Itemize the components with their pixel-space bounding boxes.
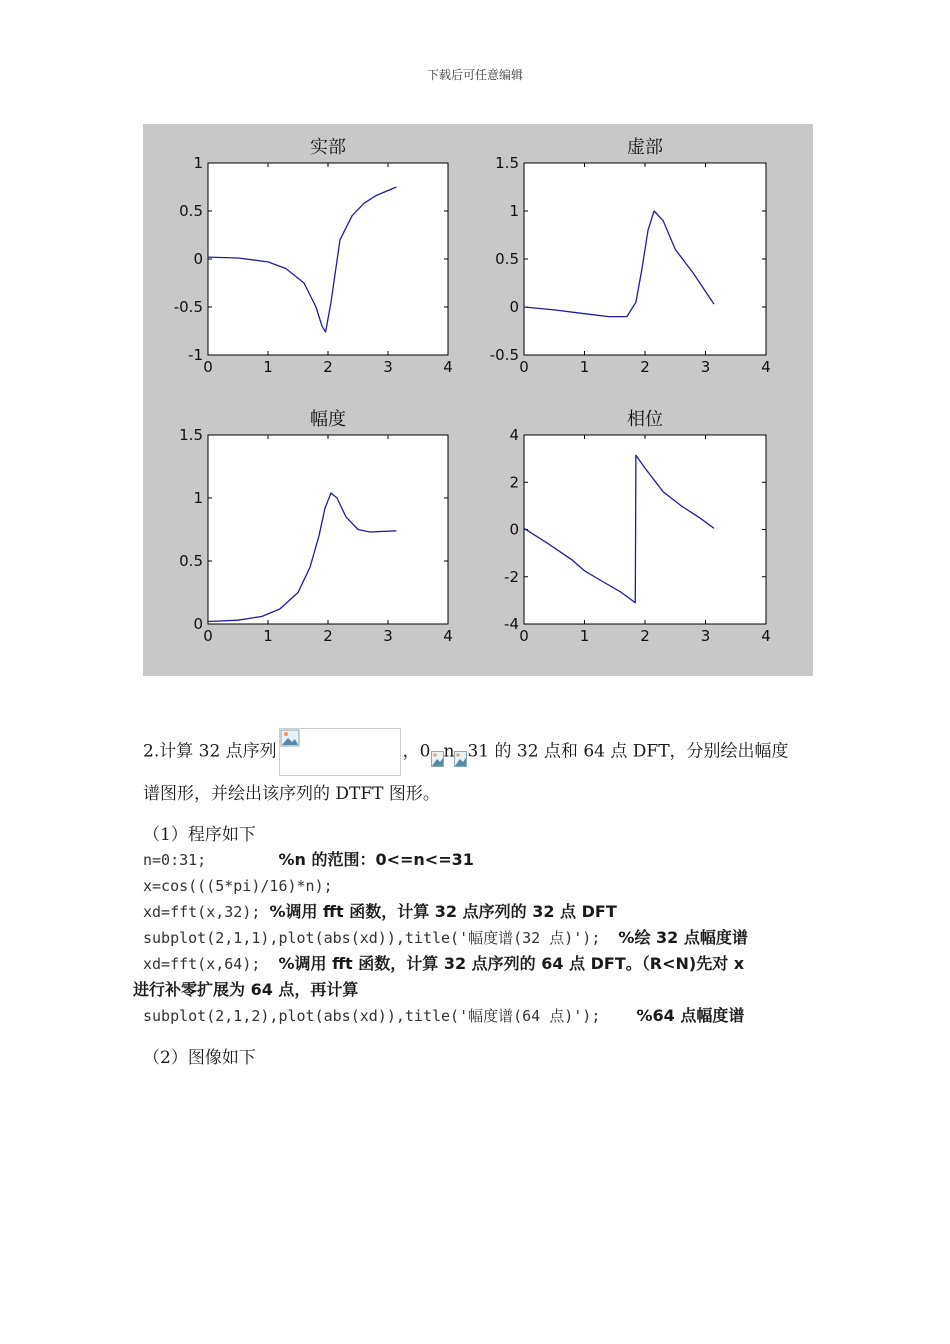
x-tick-label: 2	[640, 627, 650, 645]
y-tick-label: -0.5	[173, 298, 203, 316]
intro-text-a: 2.计算 32 点序列	[143, 741, 277, 762]
subplot	[179, 409, 453, 645]
x-tick-label: 4	[443, 627, 453, 645]
x-tick-label: 2	[640, 358, 650, 376]
leq-image-1	[431, 744, 444, 760]
y-tick-label: 1.5	[179, 426, 203, 444]
x-tick-label: 1	[263, 627, 273, 645]
code-line: 进行补零扩展为 64 点，再计算	[133, 980, 359, 999]
y-tick-label: 2	[509, 473, 519, 492]
page-header: 下载后可任意编辑	[426, 68, 523, 82]
y-tick-label: 0	[509, 298, 519, 316]
x-tick-label: 1	[579, 358, 590, 376]
subplot	[174, 137, 453, 376]
y-tick-label: 0.5	[495, 250, 519, 268]
x-tick-label: 0	[519, 358, 529, 376]
subplot-title: 幅度	[310, 409, 346, 430]
step-1-heading: （1）程序如下	[143, 825, 256, 845]
y-tick-label: -0.5	[489, 346, 519, 364]
x-tick-label: 0	[519, 627, 529, 645]
intro-text-d: 31 的 32 点和 64 点 DFT，分别绘出幅度	[467, 741, 789, 762]
code-line: xd=fft(x,64); %调用 fft 函数，计算 32 点序列的 64 点 DFT。（R<N)先对 x	[143, 954, 745, 973]
y-tick-label: -1	[188, 346, 203, 364]
y-tick-label: 1	[193, 154, 203, 172]
code-line: xd=fft(x,32); %调用 fft 函数，计算 32 点序列的 32 点 DFT	[143, 902, 617, 921]
intro-text-c: n	[443, 741, 455, 762]
y-tick-label: 0	[193, 615, 203, 633]
intro-text-b: ，0	[402, 741, 431, 762]
code-line: x=cos(((5*pi)/16)*n);	[143, 877, 333, 895]
formula-image	[279, 728, 401, 776]
y-tick-label: -2	[504, 567, 519, 586]
code-line: subplot(2,1,2),plot(abs(xd)),title('幅度谱(64 点)'); %64 点幅度谱	[143, 1006, 745, 1025]
code-line: subplot(2,1,1),plot(abs(xd)),title('幅度谱(32 点)'); %绘 32 点幅度谱	[143, 928, 748, 947]
step-2-heading: （2）图像如下	[143, 1048, 256, 1068]
subplot-title: 实部	[310, 137, 346, 158]
axes-box	[524, 163, 766, 355]
y-tick-label: 0.5	[179, 552, 203, 570]
x-tick-label: 3	[383, 627, 393, 645]
code-line: n=0:31; %n 的范围：0<=n<=31	[143, 850, 474, 869]
broken-image-icon	[454, 751, 467, 767]
subplot-title: 相位	[627, 409, 663, 430]
subplot	[504, 409, 771, 645]
axes-box	[208, 435, 448, 624]
y-tick-label: 1.5	[495, 154, 519, 172]
y-tick-label: 4	[509, 426, 519, 444]
y-tick-label: 0.5	[179, 202, 203, 220]
code-block	[133, 847, 823, 1029]
x-tick-label: 1	[263, 358, 273, 376]
x-tick-label: 3	[700, 358, 711, 376]
x-tick-label: 4	[443, 358, 453, 376]
y-tick-label: 0	[509, 520, 519, 539]
x-tick-label: 2	[323, 627, 333, 645]
axes-box	[524, 435, 766, 624]
subplot-title: 虚部	[627, 137, 663, 158]
broken-image-icon	[431, 751, 444, 767]
broken-image-icon	[280, 729, 300, 747]
leq-image-2	[454, 744, 467, 760]
figure-canvas	[143, 124, 813, 676]
subplot	[490, 137, 771, 376]
y-tick-label: -4	[504, 615, 519, 633]
section-2-intro	[143, 728, 813, 813]
x-tick-label: 0	[203, 358, 213, 376]
x-tick-label: 3	[700, 627, 711, 645]
y-tick-label: 1	[193, 489, 203, 507]
y-tick-label: 0	[193, 250, 203, 268]
intro-line-2: 谱图形，并绘出该序列的 DTFT 图形。	[143, 784, 440, 804]
x-tick-label: 0	[203, 627, 213, 645]
x-tick-label: 4	[761, 358, 771, 376]
x-tick-label: 4	[761, 627, 771, 645]
y-tick-label: 1	[509, 202, 519, 220]
x-tick-label: 2	[323, 358, 333, 376]
matlab-figure	[143, 124, 813, 676]
x-tick-label: 3	[383, 358, 393, 376]
x-tick-label: 1	[579, 627, 590, 645]
